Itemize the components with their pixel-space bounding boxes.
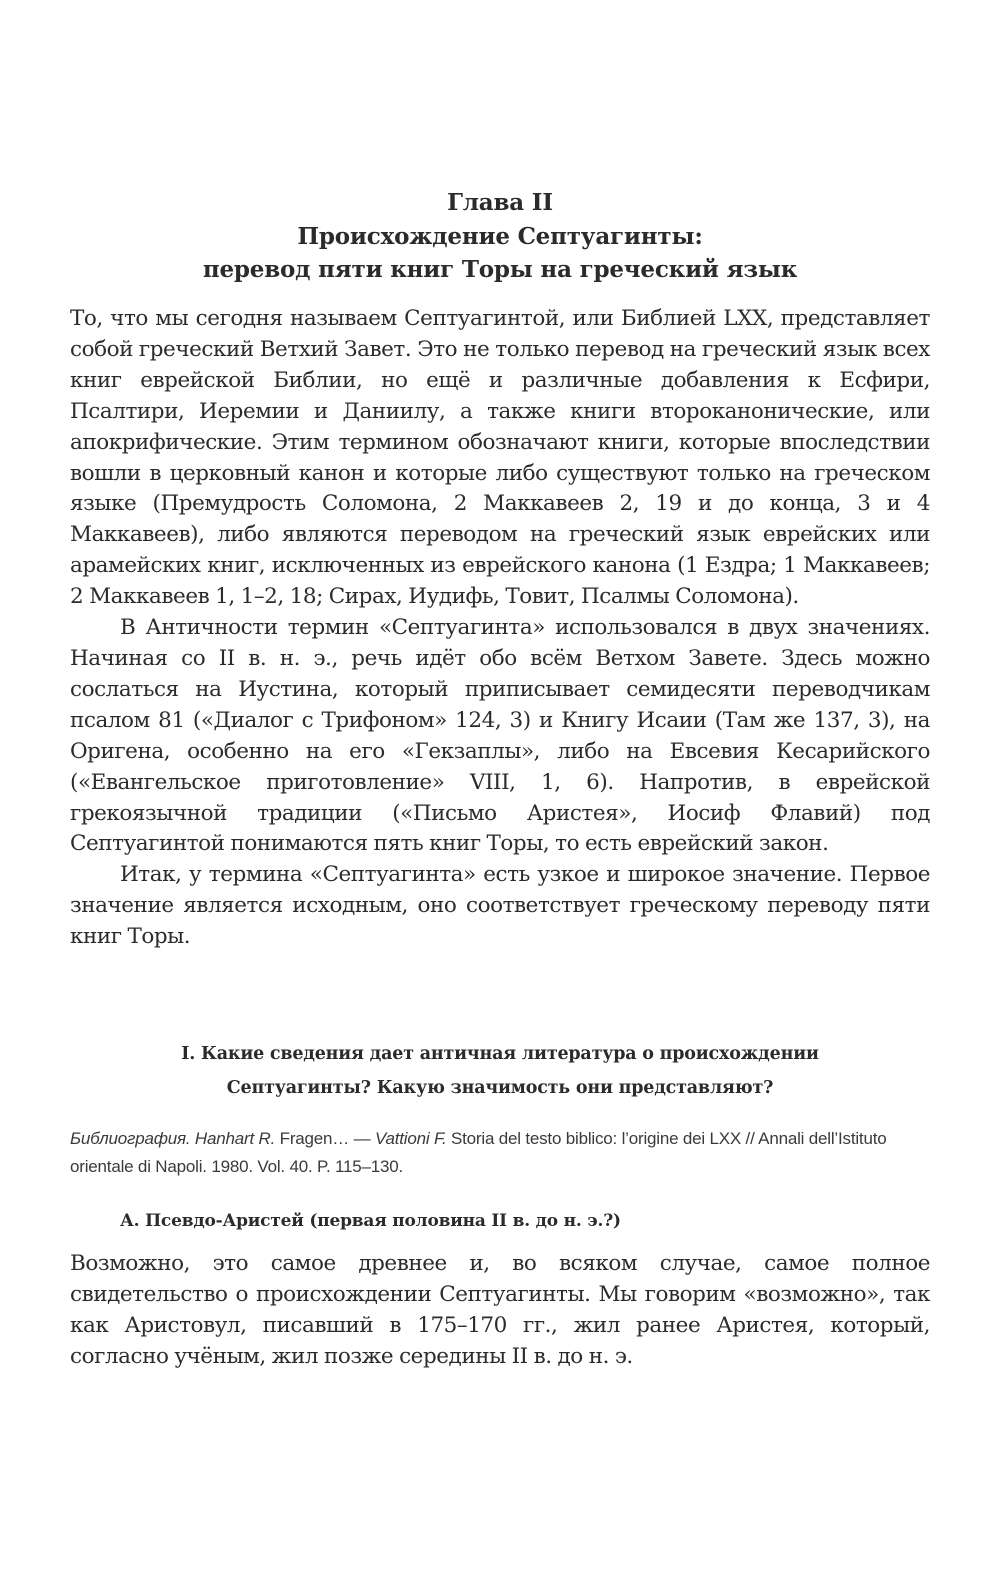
bibliography-work-1: Fragen… —	[279, 1129, 371, 1148]
bibliography-author-2: Vattioni F.	[374, 1129, 447, 1148]
chapter-title-line-1: Происхождение Септуагинты:	[297, 222, 703, 250]
paragraph-1: То, что мы сегодня называем Септуагинтой, или Библией LXX, представляет собой греческий Ветхий Завет. Это не только перевод на греческий язык всех книг еврейской Библии, но ещё и различные добавления к Есфири, Псалтири, Иеремии и Даниилу, а также книги второканонические, или апокрифические. Этим термином обозначают книги, которые впоследствии вошли в церковный канон и которые либо существуют только на греческом языке (Премудрость Соломона, 2 Маккавеев 2, 19 и до конца, 3 и 4 Маккавеев), либо являются переводом на греческий язык еврейских или арамейских книг, исключенных из еврейского канона (1 Ездра; 1 Маккавеев; 2 Маккавеев 1, 1–2, 18; Сирах, Иудифь, Товит, Псалмы Соломона).	[70, 306, 930, 610]
bibliography-rest: Storia del testo biblico: l’origine dei LXX // Annali dell’Istituto orientale di Napoli. 1980. Vol. 40. P. 115–130.	[70, 1129, 887, 1176]
section-heading-line-1: I. Какие сведения дает античная литература о происхождении	[181, 1044, 819, 1064]
chapter-number: Глава II	[447, 189, 553, 216]
subsection-paragraph: Возможно, это самое древнее и, во всяком случае, самое полное свидетельство о происхождении Септуагинты. Мы говорим «возможно», так как Аристовул, писавший в 175–170 гг., жил ранее Аристея, который, согласно учёным, жил позже середины II в. до н. э.	[70, 1251, 930, 1369]
subsection-heading: А. Псевдо-Аристей (первая половина II в. до н. э.?)	[120, 1211, 621, 1231]
chapter-heading	[70, 186, 930, 287]
bibliography-author-1: Hanhart R.	[194, 1129, 276, 1148]
intro-text	[70, 304, 930, 953]
paragraph-2: В Античности термин «Септуагинта» использовался в двух значениях. Начиная со II в. н. э., речь идёт обо всём Ветхом Завете. Здесь можно сослаться на Иустина, который приписывает семидесяти переводчикам псалом 81 («Диалог с Трифоном» 124, 3) и Книгу Исаии (Там же 137, 3), на Оригена, особенно на его «Гекзаплы», либо на Евсевия Кесарийского («Евангельское приготовление» VIII, 1, 6). Напротив, в еврейской грекоязычной традиции («Письмо Аристея», Иосиф Флавий) под Септуагинтой понимаются пять книг Торы, то есть еврейский закон.	[70, 615, 930, 857]
section-heading-line-2: Септуагинты? Какую значимость они представляют?	[226, 1078, 774, 1098]
bibliography	[70, 1125, 930, 1181]
chapter-title-line-2: перевод пяти книг Торы на греческий язык	[202, 256, 798, 283]
paragraph-3: Итак, у термина «Септуагинта» есть узкое и широкое значение. Первое значение является исходным, оно соответствует греческому переводу пяти книг Торы.	[70, 862, 930, 950]
section-heading	[70, 1037, 930, 1105]
bibliography-label: Библиография.	[70, 1129, 191, 1148]
subsection-text	[70, 1249, 930, 1373]
